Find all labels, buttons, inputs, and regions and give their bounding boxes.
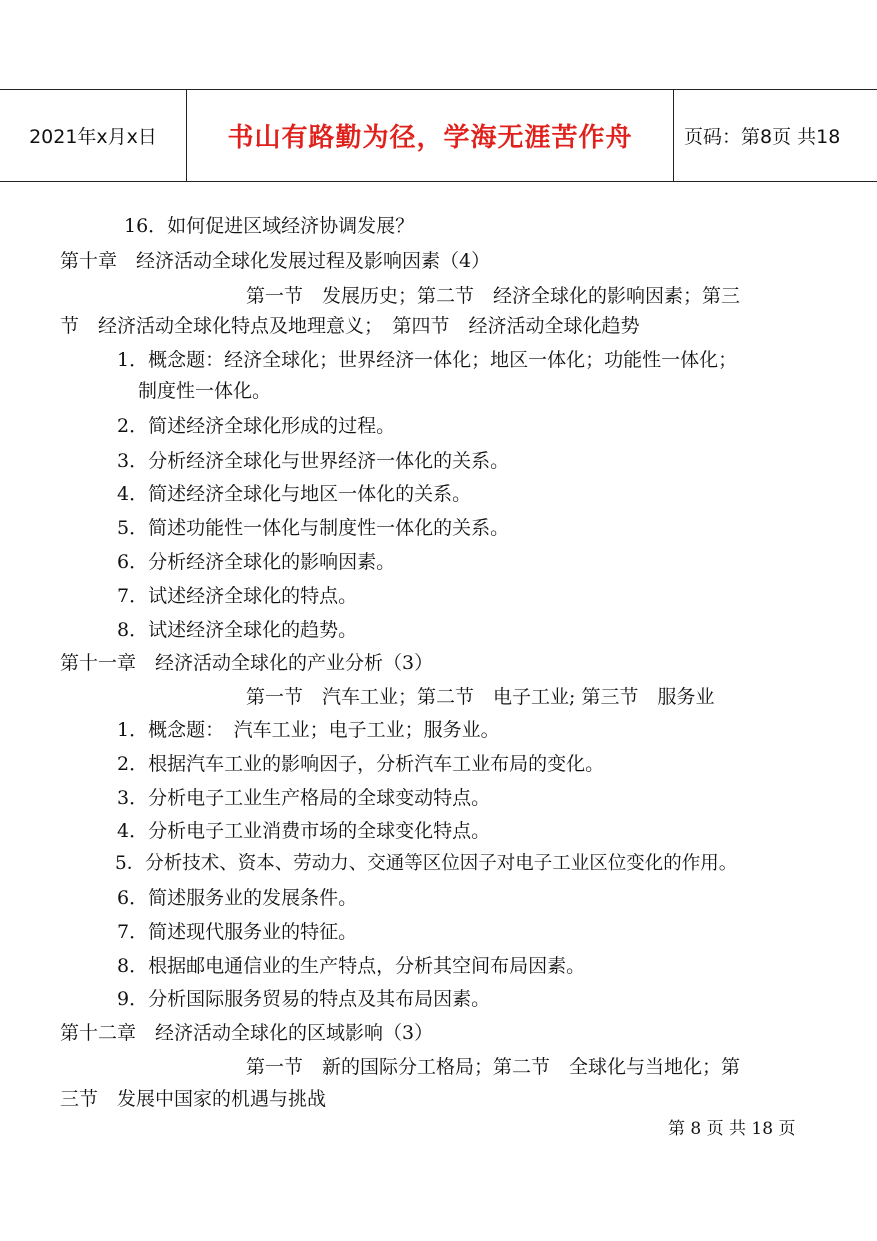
question-line: 8．根据邮电通信业的生产特点，分析其空间布局因素。 bbox=[117, 955, 586, 977]
question-line: 制度性一体化。 bbox=[138, 380, 272, 402]
page-footer: 第 8 页 共 18 页 bbox=[668, 1119, 796, 1139]
question-line: 3．分析电子工业生产格局的全球变动特点。 bbox=[117, 787, 491, 809]
question-line: 3．分析经济全球化与世界经济一体化的关系。 bbox=[117, 450, 510, 472]
section-line: 第一节 汽车工业；第二节 电子工业; 第三节 服务业 bbox=[246, 686, 715, 708]
question-line: 6．简述服务业的发展条件。 bbox=[117, 887, 358, 909]
question-line: 7．试述经济全球化的特点。 bbox=[117, 585, 358, 607]
question-line: 6．分析经济全球化的影响因素。 bbox=[117, 551, 396, 573]
question-line: 1．概念题：经济全球化；世界经济一体化；地区一体化；功能性一体化； bbox=[117, 349, 738, 371]
question-line: 9．分析国际服务贸易的特点及其布局因素。 bbox=[117, 988, 491, 1010]
header-page-info: 页码：第8页 共18 bbox=[684, 126, 841, 148]
question-line: 4．分析电子工业消费市场的全球变化特点。 bbox=[117, 820, 491, 842]
question-line: 2．根据汽车工业的影响因子，分析汽车工业布局的变化。 bbox=[117, 753, 605, 775]
question-line: 8．试述经济全球化的趋势。 bbox=[117, 619, 358, 641]
page-header bbox=[0, 89, 877, 182]
section-line: 第一节 新的国际分工格局；第二节 全球化与当地化；第 bbox=[246, 1056, 741, 1078]
section-line: 第一节 发展历史；第二节 经济全球化的影响因素；第三 bbox=[246, 285, 741, 307]
question-line: 5．分析技术、资本、劳动力、交通等区位因子对电子工业区位变化的作用。 bbox=[115, 853, 738, 874]
question-line: 5．简述功能性一体化与制度性一体化的关系。 bbox=[117, 517, 510, 539]
section-line: 节 经济活动全球化特点及地理意义； 第四节 经济活动全球化趋势 bbox=[60, 315, 640, 337]
section-line: 三节 发展中国家的机遇与挑战 bbox=[60, 1088, 327, 1110]
chapter-heading: 第十二章 经济活动全球化的区域影响（3） bbox=[60, 1022, 434, 1044]
question-line: 1．概念题： 汽车工业；电子工业；服务业。 bbox=[117, 719, 500, 741]
header-motto: 书山有路勤为径，学海无涯苦作舟 bbox=[186, 90, 674, 181]
question-line: 2．简述经济全球化形成的过程。 bbox=[117, 415, 396, 437]
chapter-heading: 第十章 经济活动全球化发展过程及影响因素（4） bbox=[60, 250, 491, 272]
question-line: 7．简述现代服务业的特征。 bbox=[117, 921, 358, 943]
question-line: 4．简述经济全球化与地区一体化的关系。 bbox=[117, 483, 472, 505]
chapter-heading: 第十一章 经济活动全球化的产业分析（3） bbox=[60, 652, 434, 674]
header-date: 2021年x月x日 bbox=[29, 126, 157, 148]
question-line: 16．如何促进区域经济协调发展？ bbox=[124, 215, 415, 237]
